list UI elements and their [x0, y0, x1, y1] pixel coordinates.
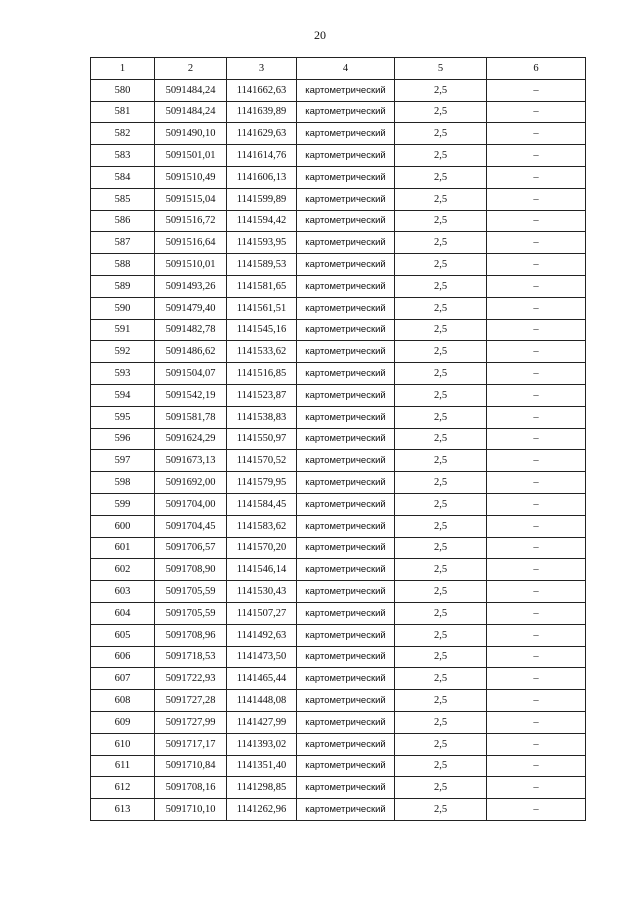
point-number-cell: 604 — [91, 602, 155, 624]
method-cell: картометрический — [297, 319, 395, 341]
x-coordinate-cell: 5091581,78 — [155, 406, 227, 428]
y-coordinate-cell: 1141583,62 — [227, 515, 297, 537]
point-number-cell: 601 — [91, 537, 155, 559]
note-cell: – — [487, 232, 586, 254]
x-coordinate-cell: 5091705,59 — [155, 581, 227, 603]
accuracy-cell: 2,5 — [395, 123, 487, 145]
note-cell: – — [487, 166, 586, 188]
accuracy-cell: 2,5 — [395, 472, 487, 494]
accuracy-cell: 2,5 — [395, 581, 487, 603]
y-coordinate-cell: 1141550,97 — [227, 428, 297, 450]
point-number-cell: 595 — [91, 406, 155, 428]
point-number-cell: 596 — [91, 428, 155, 450]
table-row — [91, 406, 586, 428]
method-cell: картометрический — [297, 341, 395, 363]
accuracy-cell: 2,5 — [395, 297, 487, 319]
x-coordinate-cell: 5091490,10 — [155, 123, 227, 145]
accuracy-cell: 2,5 — [395, 711, 487, 733]
point-number-cell: 606 — [91, 646, 155, 668]
note-cell: – — [487, 384, 586, 406]
method-cell: картометрический — [297, 232, 395, 254]
x-coordinate-cell: 5091482,78 — [155, 319, 227, 341]
point-number-cell: 599 — [91, 493, 155, 515]
accuracy-cell: 2,5 — [395, 559, 487, 581]
y-coordinate-cell: 1141530,43 — [227, 581, 297, 603]
x-coordinate-cell: 5091706,57 — [155, 537, 227, 559]
method-cell: картометрический — [297, 428, 395, 450]
point-number-cell: 581 — [91, 101, 155, 123]
method-cell: картометрический — [297, 711, 395, 733]
y-coordinate-cell: 1141448,08 — [227, 690, 297, 712]
x-coordinate-cell: 5091727,28 — [155, 690, 227, 712]
accuracy-cell: 2,5 — [395, 624, 487, 646]
note-cell: – — [487, 602, 586, 624]
accuracy-cell: 2,5 — [395, 799, 487, 821]
note-cell: – — [487, 297, 586, 319]
method-cell: картометрический — [297, 123, 395, 145]
column-header: 1 — [91, 58, 155, 80]
table-row — [91, 668, 586, 690]
point-number-cell: 585 — [91, 188, 155, 210]
method-cell: картометрический — [297, 799, 395, 821]
y-coordinate-cell: 1141581,65 — [227, 275, 297, 297]
accuracy-cell: 2,5 — [395, 690, 487, 712]
note-cell: – — [487, 515, 586, 537]
method-cell: картометрический — [297, 384, 395, 406]
method-cell: картометрический — [297, 472, 395, 494]
table-row — [91, 799, 586, 821]
table-row — [91, 232, 586, 254]
point-number-cell: 593 — [91, 363, 155, 385]
x-coordinate-cell: 5091624,29 — [155, 428, 227, 450]
method-cell: картометрический — [297, 101, 395, 123]
y-coordinate-cell: 1141546,14 — [227, 559, 297, 581]
x-coordinate-cell: 5091710,84 — [155, 755, 227, 777]
page-number: 20 — [314, 28, 326, 42]
note-cell: – — [487, 646, 586, 668]
accuracy-cell: 2,5 — [395, 319, 487, 341]
y-coordinate-cell: 1141427,99 — [227, 711, 297, 733]
y-coordinate-cell: 1141298,85 — [227, 777, 297, 799]
x-coordinate-cell: 5091722,93 — [155, 668, 227, 690]
x-coordinate-cell: 5091727,99 — [155, 711, 227, 733]
point-number-cell: 597 — [91, 450, 155, 472]
note-cell: – — [487, 341, 586, 363]
method-cell: картометрический — [297, 624, 395, 646]
x-coordinate-cell: 5091708,96 — [155, 624, 227, 646]
accuracy-cell: 2,5 — [395, 733, 487, 755]
x-coordinate-cell: 5091516,64 — [155, 232, 227, 254]
method-cell: картометрический — [297, 581, 395, 603]
table-row — [91, 515, 586, 537]
x-coordinate-cell: 5091510,49 — [155, 166, 227, 188]
table-row — [91, 210, 586, 232]
y-coordinate-cell: 1141662,63 — [227, 79, 297, 101]
method-cell: картометрический — [297, 166, 395, 188]
y-coordinate-cell: 1141614,76 — [227, 145, 297, 167]
accuracy-cell: 2,5 — [395, 188, 487, 210]
table-row — [91, 755, 586, 777]
table-row — [91, 297, 586, 319]
accuracy-cell: 2,5 — [395, 145, 487, 167]
note-cell: – — [487, 275, 586, 297]
point-number-cell: 582 — [91, 123, 155, 145]
table-row — [91, 145, 586, 167]
table-row — [91, 384, 586, 406]
table-row — [91, 602, 586, 624]
note-cell: – — [487, 559, 586, 581]
column-header: 2 — [155, 58, 227, 80]
method-cell: картометрический — [297, 297, 395, 319]
note-cell: – — [487, 188, 586, 210]
accuracy-cell: 2,5 — [395, 515, 487, 537]
note-cell: – — [487, 690, 586, 712]
column-header: 6 — [487, 58, 586, 80]
method-cell: картометрический — [297, 559, 395, 581]
y-coordinate-cell: 1141589,53 — [227, 254, 297, 276]
x-coordinate-cell: 5091710,10 — [155, 799, 227, 821]
note-cell: – — [487, 624, 586, 646]
point-number-cell: 607 — [91, 668, 155, 690]
note-cell: – — [487, 581, 586, 603]
y-coordinate-cell: 1141639,89 — [227, 101, 297, 123]
table-row — [91, 79, 586, 101]
note-cell: – — [487, 79, 586, 101]
y-coordinate-cell: 1141523,87 — [227, 384, 297, 406]
table-row — [91, 581, 586, 603]
point-number-cell: 608 — [91, 690, 155, 712]
y-coordinate-cell: 1141492,63 — [227, 624, 297, 646]
method-cell: картометрический — [297, 210, 395, 232]
y-coordinate-cell: 1141570,52 — [227, 450, 297, 472]
x-coordinate-cell: 5091516,72 — [155, 210, 227, 232]
y-coordinate-cell: 1141473,50 — [227, 646, 297, 668]
point-number-cell: 589 — [91, 275, 155, 297]
accuracy-cell: 2,5 — [395, 602, 487, 624]
y-coordinate-cell: 1141599,89 — [227, 188, 297, 210]
method-cell: картометрический — [297, 79, 395, 101]
note-cell: – — [487, 537, 586, 559]
table-row — [91, 101, 586, 123]
accuracy-cell: 2,5 — [395, 101, 487, 123]
point-number-cell: 594 — [91, 384, 155, 406]
point-number-cell: 588 — [91, 254, 155, 276]
point-number-cell: 613 — [91, 799, 155, 821]
point-number-cell: 602 — [91, 559, 155, 581]
x-coordinate-cell: 5091542,19 — [155, 384, 227, 406]
point-number-cell: 598 — [91, 472, 155, 494]
x-coordinate-cell: 5091486,62 — [155, 341, 227, 363]
accuracy-cell: 2,5 — [395, 341, 487, 363]
point-number-cell: 603 — [91, 581, 155, 603]
y-coordinate-cell: 1141516,85 — [227, 363, 297, 385]
accuracy-cell: 2,5 — [395, 646, 487, 668]
table-row — [91, 472, 586, 494]
point-number-cell: 587 — [91, 232, 155, 254]
point-number-cell: 612 — [91, 777, 155, 799]
method-cell: картометрический — [297, 733, 395, 755]
y-coordinate-cell: 1141538,83 — [227, 406, 297, 428]
y-coordinate-cell: 1141533,62 — [227, 341, 297, 363]
accuracy-cell: 2,5 — [395, 755, 487, 777]
table-row — [91, 493, 586, 515]
y-coordinate-cell: 1141593,95 — [227, 232, 297, 254]
method-cell: картометрический — [297, 406, 395, 428]
table-row — [91, 450, 586, 472]
column-header: 3 — [227, 58, 297, 80]
note-cell: – — [487, 711, 586, 733]
table-row — [91, 711, 586, 733]
table-row — [91, 428, 586, 450]
x-coordinate-cell: 5091501,01 — [155, 145, 227, 167]
note-cell: – — [487, 668, 586, 690]
x-coordinate-cell: 5091708,16 — [155, 777, 227, 799]
table-row — [91, 363, 586, 385]
note-cell: – — [487, 428, 586, 450]
accuracy-cell: 2,5 — [395, 363, 487, 385]
x-coordinate-cell: 5091479,40 — [155, 297, 227, 319]
table-row — [91, 624, 586, 646]
accuracy-cell: 2,5 — [395, 493, 487, 515]
point-number-cell: 586 — [91, 210, 155, 232]
y-coordinate-cell: 1141351,40 — [227, 755, 297, 777]
x-coordinate-cell: 5091510,01 — [155, 254, 227, 276]
x-coordinate-cell: 5091704,45 — [155, 515, 227, 537]
note-cell: – — [487, 733, 586, 755]
x-coordinate-cell: 5091504,07 — [155, 363, 227, 385]
accuracy-cell: 2,5 — [395, 210, 487, 232]
x-coordinate-cell: 5091484,24 — [155, 79, 227, 101]
accuracy-cell: 2,5 — [395, 384, 487, 406]
x-coordinate-cell: 5091717,17 — [155, 733, 227, 755]
method-cell: картометрический — [297, 145, 395, 167]
accuracy-cell: 2,5 — [395, 428, 487, 450]
column-header: 4 — [297, 58, 395, 80]
point-number-cell: 609 — [91, 711, 155, 733]
method-cell: картометрический — [297, 275, 395, 297]
method-cell: картометрический — [297, 602, 395, 624]
point-number-cell: 583 — [91, 145, 155, 167]
y-coordinate-cell: 1141465,44 — [227, 668, 297, 690]
y-coordinate-cell: 1141584,45 — [227, 493, 297, 515]
note-cell: – — [487, 450, 586, 472]
y-coordinate-cell: 1141393,02 — [227, 733, 297, 755]
method-cell: картометрический — [297, 777, 395, 799]
y-coordinate-cell: 1141561,51 — [227, 297, 297, 319]
accuracy-cell: 2,5 — [395, 166, 487, 188]
method-cell: картометрический — [297, 646, 395, 668]
accuracy-cell: 2,5 — [395, 537, 487, 559]
method-cell: картометрический — [297, 515, 395, 537]
method-cell: картометрический — [297, 254, 395, 276]
table-row — [91, 166, 586, 188]
y-coordinate-cell: 1141545,16 — [227, 319, 297, 341]
accuracy-cell: 2,5 — [395, 254, 487, 276]
method-cell: картометрический — [297, 755, 395, 777]
table-body — [91, 79, 586, 820]
table-row — [91, 777, 586, 799]
table-row — [91, 341, 586, 363]
note-cell: – — [487, 254, 586, 276]
point-number-cell: 584 — [91, 166, 155, 188]
point-number-cell: 600 — [91, 515, 155, 537]
method-cell: картометрический — [297, 363, 395, 385]
table-row — [91, 537, 586, 559]
point-number-cell: 610 — [91, 733, 155, 755]
table-row — [91, 733, 586, 755]
point-number-cell: 592 — [91, 341, 155, 363]
table-row — [91, 319, 586, 341]
note-cell: – — [487, 363, 586, 385]
method-cell: картометрический — [297, 690, 395, 712]
accuracy-cell: 2,5 — [395, 668, 487, 690]
accuracy-cell: 2,5 — [395, 275, 487, 297]
x-coordinate-cell: 5091705,59 — [155, 602, 227, 624]
point-number-cell: 605 — [91, 624, 155, 646]
x-coordinate-cell: 5091515,04 — [155, 188, 227, 210]
point-number-cell: 591 — [91, 319, 155, 341]
table-row — [91, 123, 586, 145]
note-cell: – — [487, 319, 586, 341]
method-cell: картометрический — [297, 493, 395, 515]
note-cell: – — [487, 210, 586, 232]
accuracy-cell: 2,5 — [395, 450, 487, 472]
note-cell: – — [487, 777, 586, 799]
note-cell: – — [487, 145, 586, 167]
note-cell: – — [487, 493, 586, 515]
method-cell: картометрический — [297, 668, 395, 690]
note-cell: – — [487, 755, 586, 777]
y-coordinate-cell: 1141594,42 — [227, 210, 297, 232]
method-cell: картометрический — [297, 537, 395, 559]
x-coordinate-cell: 5091692,00 — [155, 472, 227, 494]
accuracy-cell: 2,5 — [395, 777, 487, 799]
table-row — [91, 254, 586, 276]
x-coordinate-cell: 5091718,53 — [155, 646, 227, 668]
table-row — [91, 188, 586, 210]
x-coordinate-cell: 5091484,24 — [155, 101, 227, 123]
y-coordinate-cell: 1141629,63 — [227, 123, 297, 145]
accuracy-cell: 2,5 — [395, 406, 487, 428]
x-coordinate-cell: 5091493,26 — [155, 275, 227, 297]
y-coordinate-cell: 1141570,20 — [227, 537, 297, 559]
y-coordinate-cell: 1141579,95 — [227, 472, 297, 494]
table-row — [91, 690, 586, 712]
point-number-cell: 590 — [91, 297, 155, 319]
method-cell: картометрический — [297, 450, 395, 472]
accuracy-cell: 2,5 — [395, 232, 487, 254]
x-coordinate-cell: 5091673,13 — [155, 450, 227, 472]
note-cell: – — [487, 123, 586, 145]
point-number-cell: 580 — [91, 79, 155, 101]
x-coordinate-cell: 5091708,90 — [155, 559, 227, 581]
table-row — [91, 646, 586, 668]
note-cell: – — [487, 472, 586, 494]
y-coordinate-cell: 1141262,96 — [227, 799, 297, 821]
y-coordinate-cell: 1141507,27 — [227, 602, 297, 624]
coordinates-table — [90, 57, 586, 821]
note-cell: – — [487, 406, 586, 428]
table-row — [91, 275, 586, 297]
table-header-row — [91, 58, 586, 80]
method-cell: картометрический — [297, 188, 395, 210]
note-cell: – — [487, 101, 586, 123]
point-number-cell: 611 — [91, 755, 155, 777]
column-header: 5 — [395, 58, 487, 80]
y-coordinate-cell: 1141606,13 — [227, 166, 297, 188]
note-cell: – — [487, 799, 586, 821]
table-row — [91, 559, 586, 581]
accuracy-cell: 2,5 — [395, 79, 487, 101]
x-coordinate-cell: 5091704,00 — [155, 493, 227, 515]
